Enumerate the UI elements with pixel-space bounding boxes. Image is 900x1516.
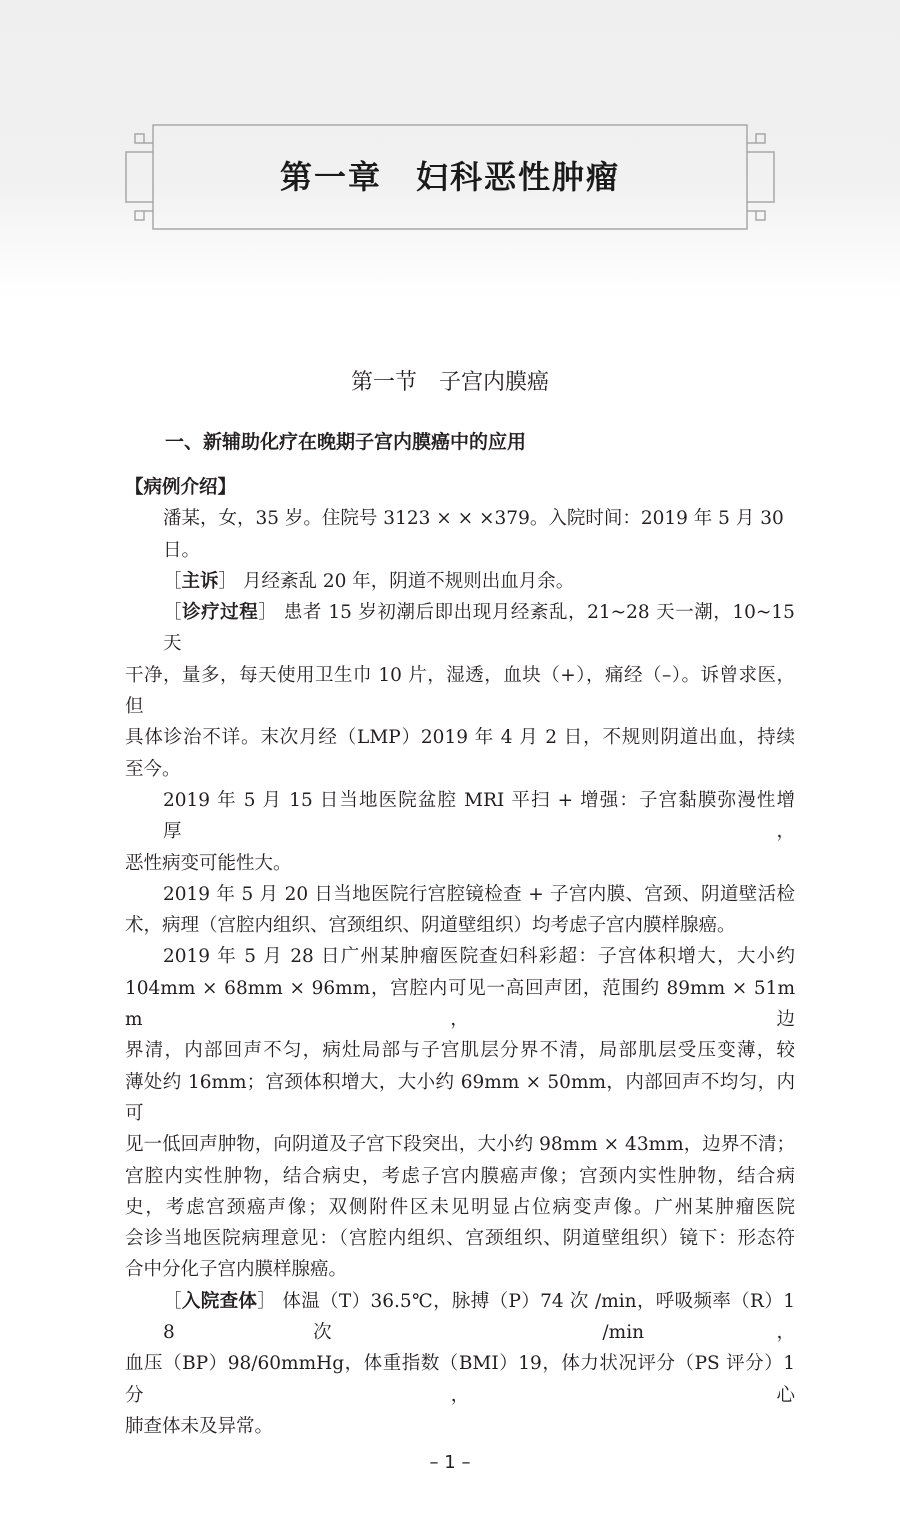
paragraph-line: 具体诊治不详。末次月经（LMP）2019 年 4 月 2 日，不规则阴道出血，持续 [125, 727, 795, 749]
paragraph-label-open: ［ [163, 570, 182, 592]
paragraph-line: 界清，内部回声不匀，病灶局部与子宫肌层分界不清，局部肌层受压变薄，较 [125, 1040, 795, 1062]
page-number: – 1 – [429, 1452, 471, 1474]
paragraph-line: 104mm × 68mm × 96mm，宫腔内可见一高回声团，范围约 89mm × 51mm，边 [125, 977, 795, 1031]
paragraph-line: 恶性病变可能性大。 [125, 852, 292, 874]
paragraph-line: 2019 年 5 月 15 日当地医院盆腔 MRI 平扫 + 增强：子宫黏膜弥漫性增厚， [163, 789, 795, 843]
case-heading-label: 病例介绍 [143, 477, 218, 498]
paragraph-line: 宫腔内实性肿物，结合病史，考虑子宫内膜癌声像；宫颈内实性肿物，结合病 [125, 1165, 795, 1187]
paragraph-label-label: 诊疗过程 [182, 602, 259, 624]
paragraph-label-open: ［ [163, 1290, 182, 1312]
paragraph-text: 月经紊乱 20 年，阴道不规则出血月余。 [242, 570, 575, 592]
paragraph-line: 术，病理（宫腔内组织、宫颈组织、阴道壁组织）均考虑子宫内膜样腺癌。 [125, 915, 736, 937]
subsection-title: 一、新辅助化疗在晚期子宫内膜癌中的应用 [165, 431, 527, 453]
paragraph-line: 合中分化子宫内膜样腺癌。 [125, 1259, 348, 1281]
paragraph-line [125, 1286, 795, 1349]
paragraph-label-label: 入院查体 [181, 1290, 258, 1312]
case-heading-close: 】 [217, 477, 237, 498]
paragraph-line: 见一低回声肿物，向阴道及子宫下段突出，大小约 98mm × 43mm，边界不清； [125, 1134, 795, 1156]
case-heading [125, 472, 795, 503]
paragraph-line: 2019 年 5 月 20 日当地医院行宫腔镜检查 + 子宫内膜、宫颈、阴道壁活检 [163, 883, 795, 905]
paragraph-line: 会诊当地医院病理意见：（宫腔内组织、宫颈组织、阴道壁组织）镜下：形态符 [125, 1228, 795, 1250]
paragraph-text: 体温（T）36.5℃，脉搏（P）74 次 /min，呼吸频率（R）18 次 /min， [163, 1290, 795, 1344]
paragraph-line: 血压（BP）98/60mmHg，体重指数（BMI）19，体力状况评分（PS 评分）1 分，心 [125, 1353, 795, 1406]
paragraph-line [125, 597, 795, 660]
paragraph-line: 史，考虑宫颈癌声像；双侧附件区未见明显占位病变声像。广州某肿瘤医院 [125, 1196, 795, 1218]
paragraph-line: 至今。 [125, 758, 181, 780]
case-heading-open: 【 [125, 477, 144, 498]
paragraph-label-close: ］ [258, 602, 278, 624]
paragraph-label-close: ］ [257, 1290, 277, 1312]
section-title: 第一节 子宫内膜癌 [350, 370, 549, 395]
paragraph-line: 2019 年 5 月 28 日广州某肿瘤医院查妇科彩超：子宫体积增大，大小约 [163, 946, 795, 968]
paragraph-text: 患者 15 岁初潮后即出现月经紊乱，21~28 天一潮，10~15 天 [163, 602, 795, 655]
paragraph-line: 肺查体未及异常。 [125, 1415, 274, 1437]
paragraph-line [125, 566, 795, 597]
paragraph-line: 潘某，女，35 岁。住院号 3123 × × ×379。入院时间：2019 年 5 月 30 日。 [163, 508, 784, 561]
document-body [125, 472, 795, 1442]
chapter-title: 第一章 妇科恶性肿瘤 [279, 158, 620, 196]
paragraph-label-label: 主诉 [181, 570, 219, 592]
paragraph-label-close: ］ [218, 570, 238, 592]
paragraph-line: 薄处约 16mm；宫颈体积增大，大小约 69mm × 50mm，内部回声不均匀，内可 [125, 1071, 795, 1124]
paragraph-label-open: ［ [163, 602, 183, 624]
paragraph-line: 干净，量多，每天使用卫生巾 10 片，湿透，血块（+），痛经（–）。诉曾求医，但 [125, 664, 795, 718]
